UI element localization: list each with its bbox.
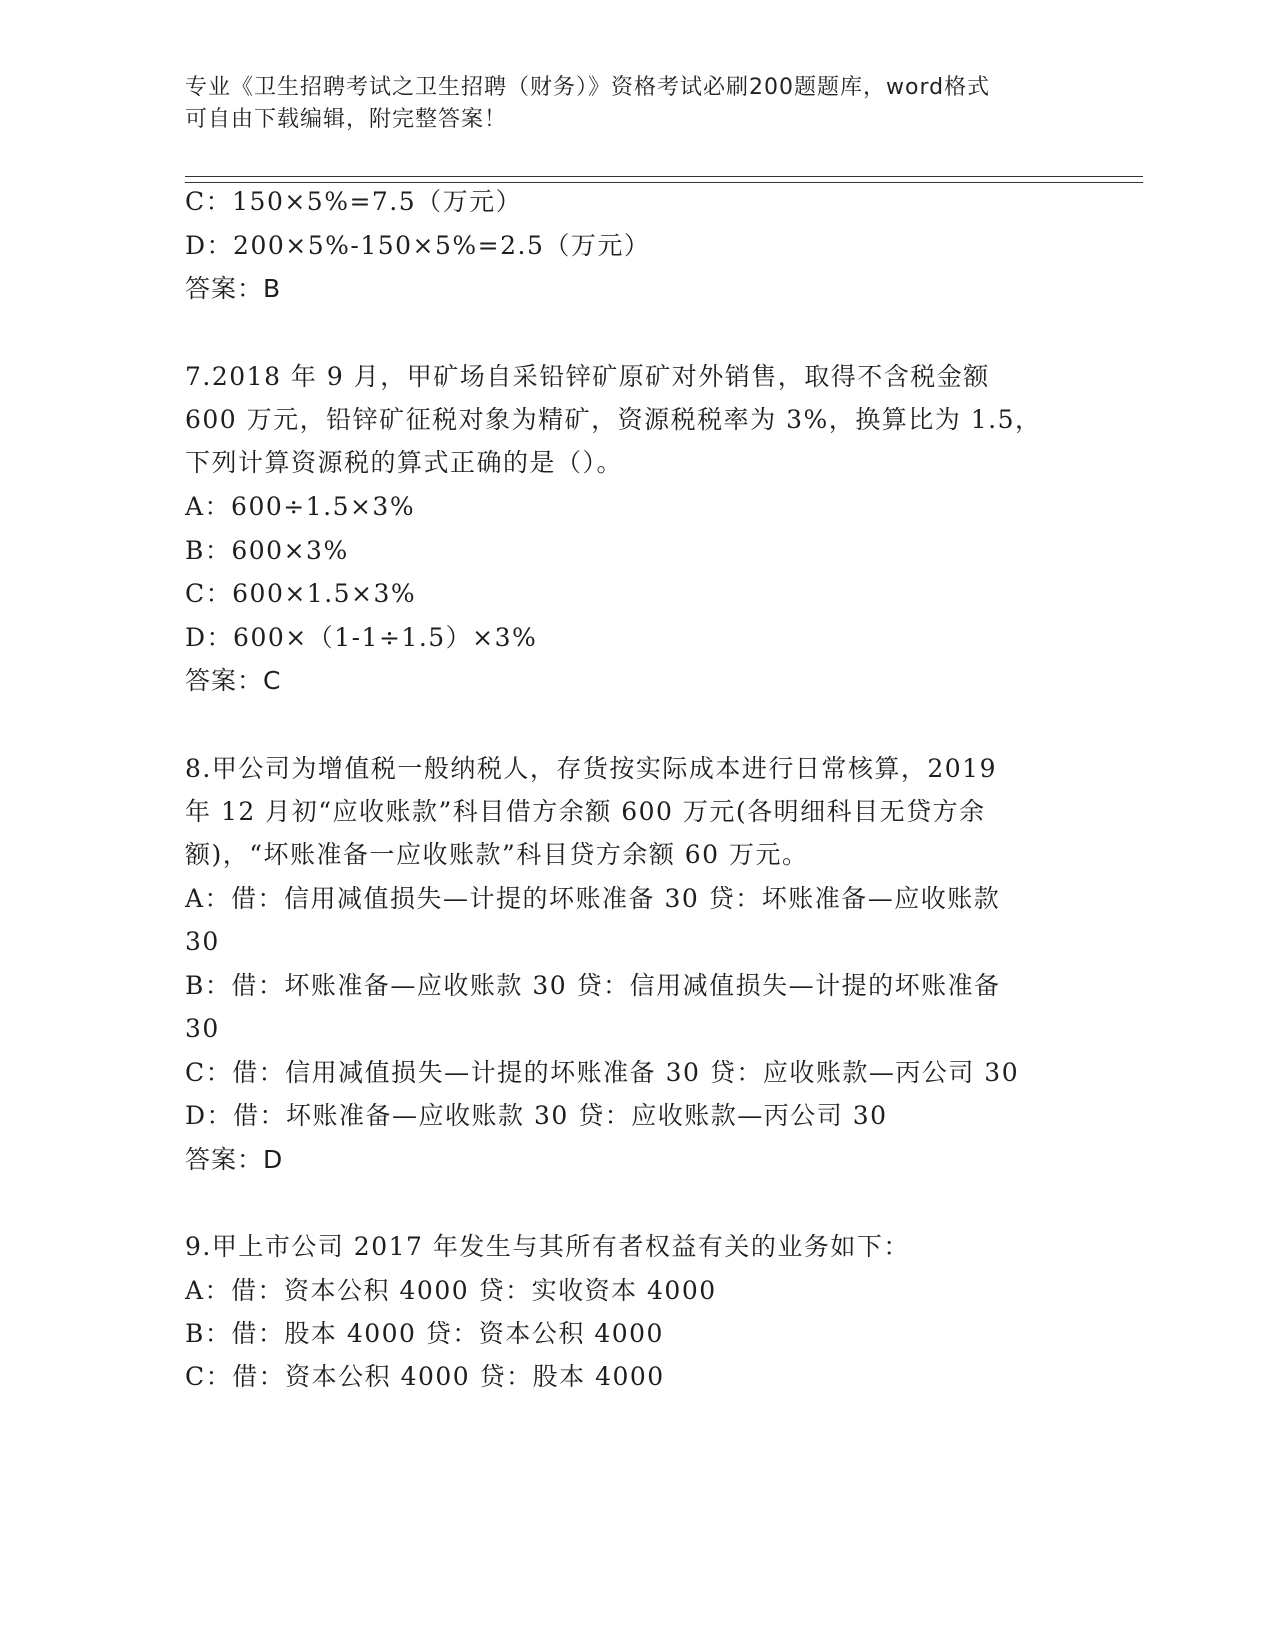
option-d: D：借：坏账准备—应收账款 30 贷：应收账款—丙公司 30 — [185, 1101, 888, 1130]
question-7-text: 下列计算资源税的算式正确的是（）。 — [185, 448, 624, 477]
option-c: C：600×1.5×3% — [185, 579, 417, 608]
option-d: D：600×（1-1÷1.5）×3% — [185, 623, 538, 652]
answer: 答案：D — [185, 1145, 284, 1174]
option-a: A：借：资本公积 4000 贷：实收资本 4000 — [185, 1276, 717, 1305]
option-a: A：借：信用减值损失—计提的坏账准备 30 贷：坏账准备—应收账款 — [185, 884, 1001, 913]
answer: 答案：C — [185, 666, 282, 695]
question-8-text: 8.甲公司为增值税一般纳税人，存货按实际成本进行日常核算，2019 — [185, 754, 997, 783]
header-line-2: 可自由下载编辑，附完整答案！ — [185, 107, 508, 132]
answer: 答案：B — [185, 274, 282, 303]
question-7-text: 7.2018 年 9 月，甲矿场自采铅锌矿原矿对外销售，取得不含税金额 — [185, 362, 990, 391]
option-a-continued: 30 — [185, 927, 220, 956]
header-rule-bottom — [185, 182, 1143, 183]
header-line-1: 专业《卫生招聘考试之卫生招聘（财务）》资格考试必刷200题题库，word格式 — [185, 75, 991, 100]
option-a: A：600÷1.5×3% — [185, 492, 416, 521]
option-b-continued: 30 — [185, 1014, 220, 1043]
question-8-text: 额)，“坏账准备一应收账款”科目贷方余额 60 万元。 — [185, 840, 809, 869]
option-b: B：借：股本 4000 贷：资本公积 4000 — [185, 1319, 664, 1348]
question-8-text: 年 12 月初“应收账款”科目借方余额 600 万元(各明细科目无贷方余 — [185, 797, 986, 826]
option-b: B：600×3% — [185, 536, 349, 565]
option-c: C：借：信用减值损失—计提的坏账准备 30 贷：应收账款—丙公司 30 — [185, 1058, 1020, 1087]
option-c: C：借：资本公积 4000 贷：股本 4000 — [185, 1362, 665, 1391]
option-d: D：200×5%-150×5%=2.5（万元） — [185, 231, 651, 260]
option-c: C：150×5%=7.5（万元） — [185, 187, 523, 216]
question-9-text: 9.甲上市公司 2017 年发生与其所有者权益有关的业务如下： — [185, 1232, 910, 1261]
document-header — [185, 72, 1065, 136]
header-rule-top — [185, 176, 1143, 177]
option-b: B：借：坏账准备—应收账款 30 贷：信用减值损失—计提的坏账准备 — [185, 971, 1001, 1000]
question-7-text: 600 万元，铅锌矿征税对象为精矿，资源税税率为 3%，换算比为 1.5， — [185, 405, 1042, 434]
